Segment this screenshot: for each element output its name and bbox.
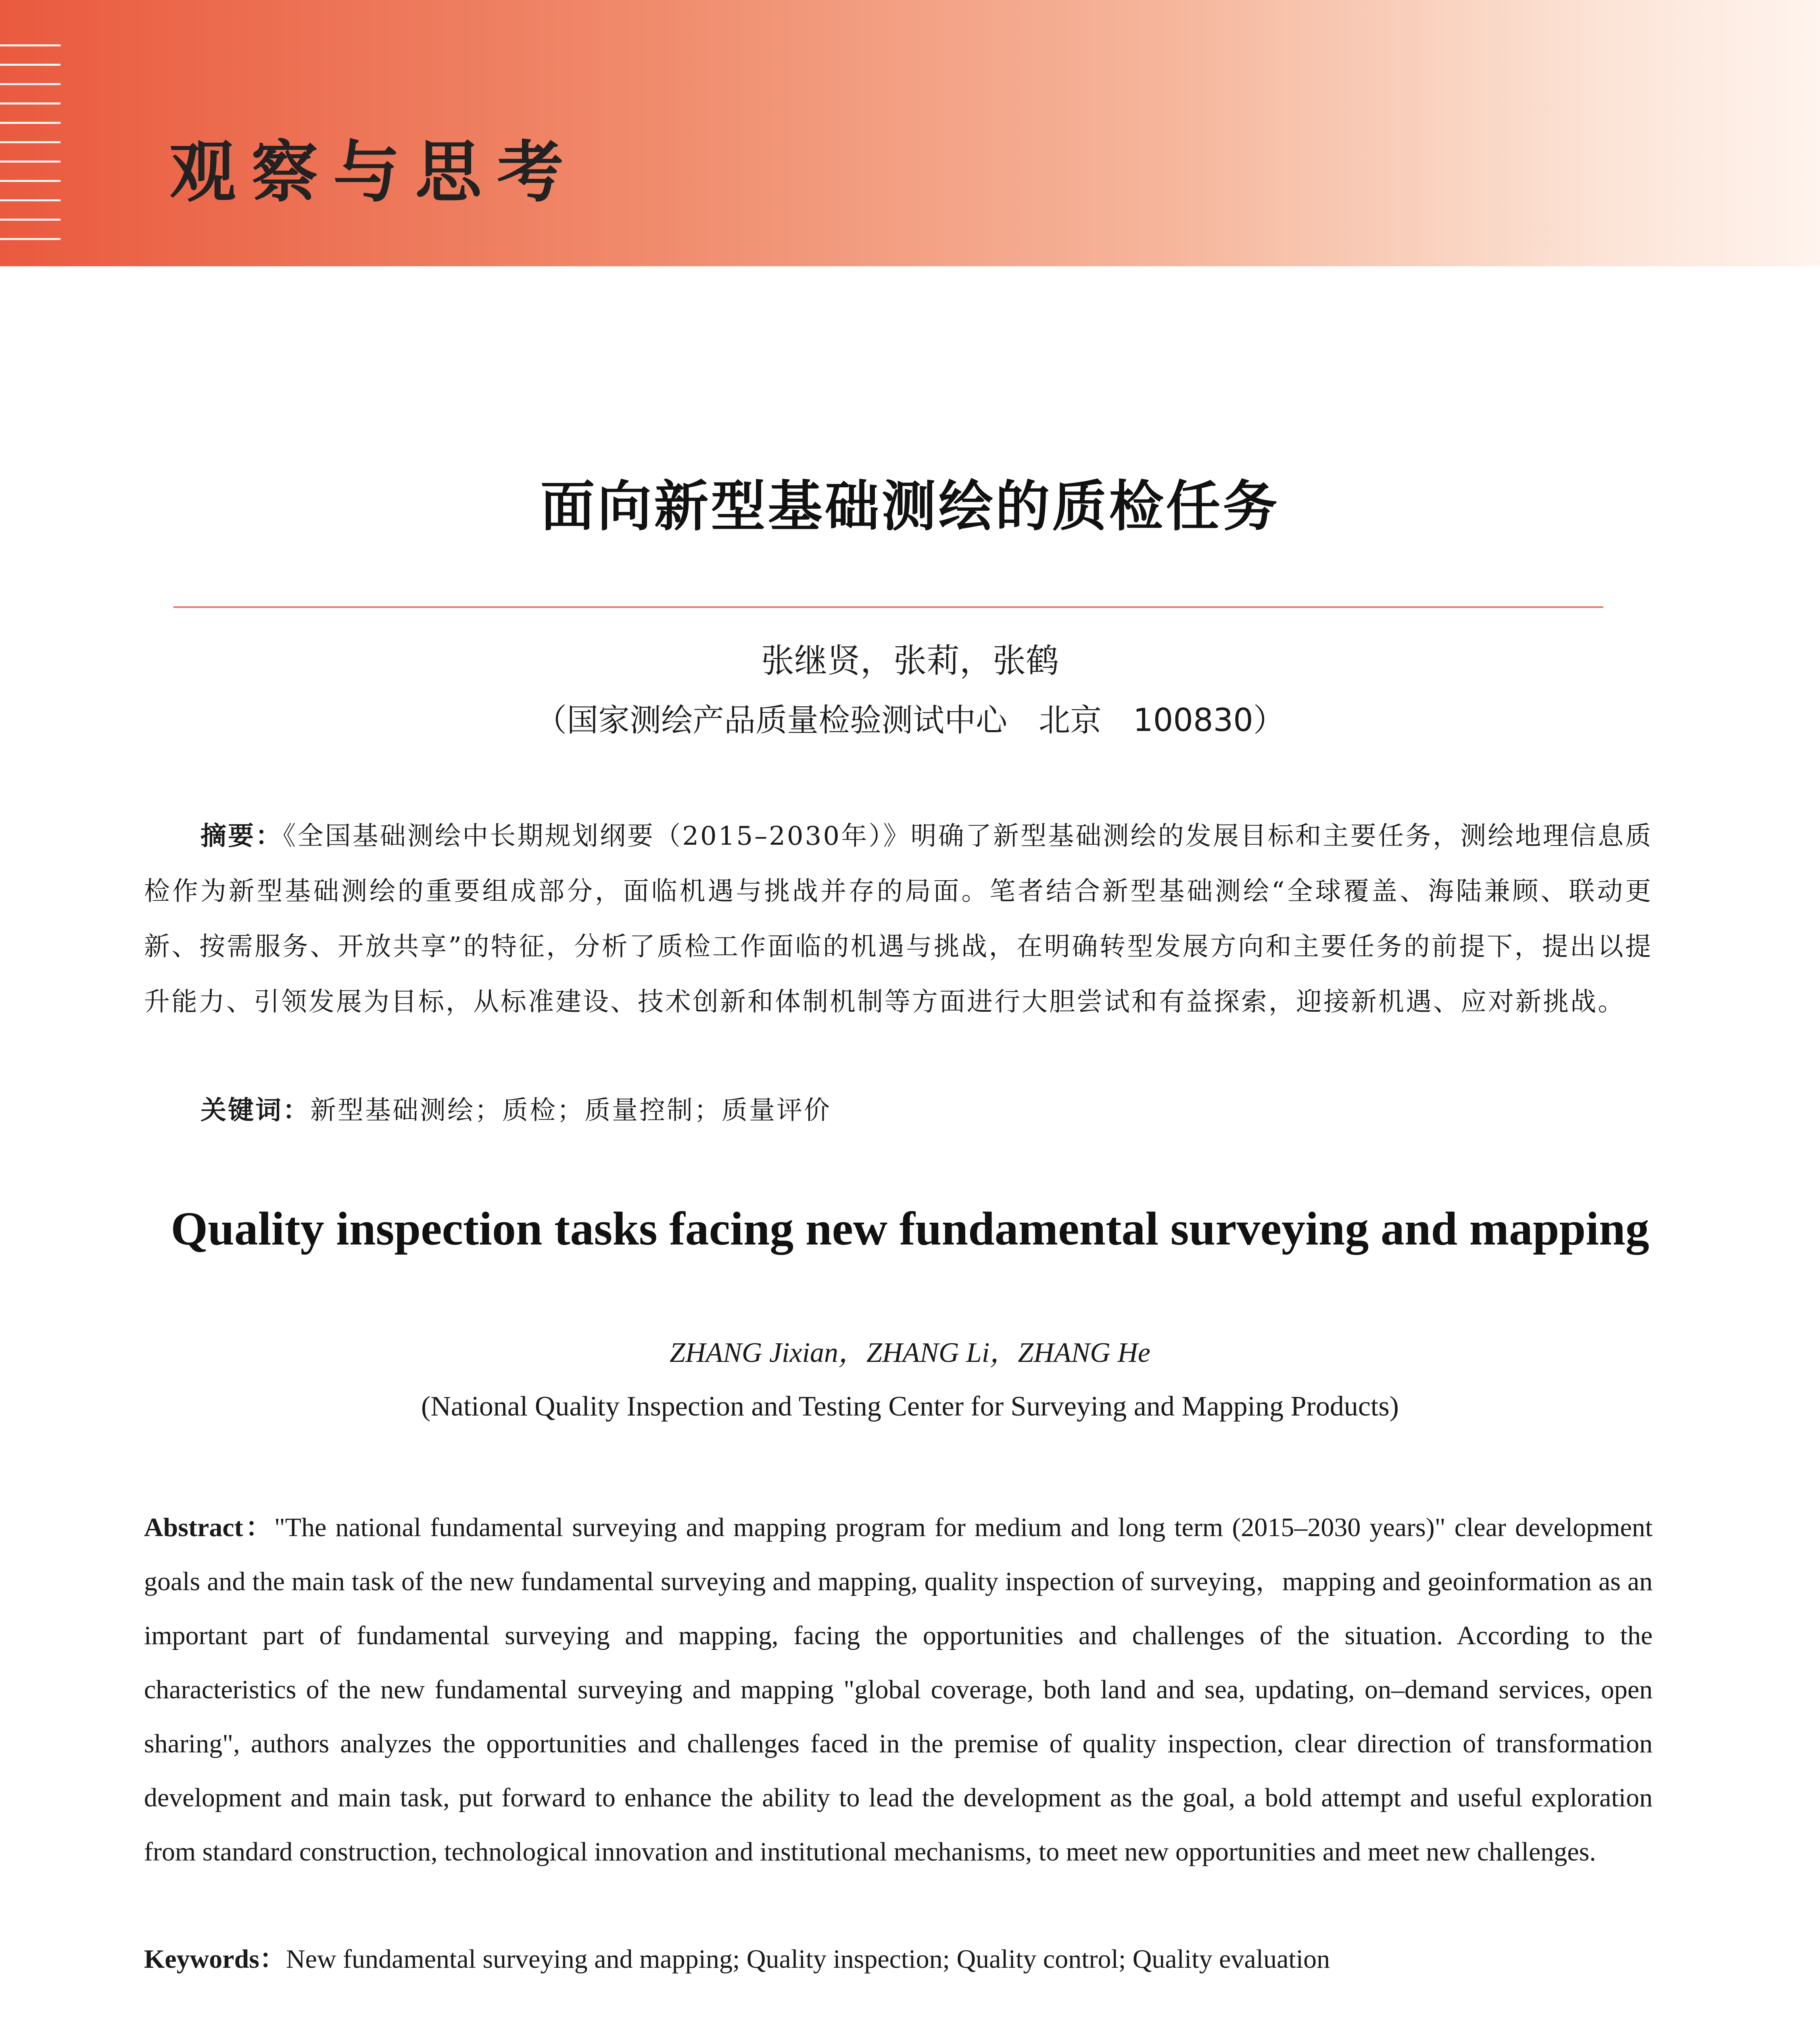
abstract-cn (144, 809, 1653, 1030)
abstract-label-en: Abstract： (144, 1513, 274, 1542)
abstract-label-cn: 摘要： (200, 821, 283, 851)
keywords-text-en: New fundamental surveying and mapping; Quality inspection; Quality control; Quality evaluation (286, 1944, 1330, 1974)
section-label: 观察与思考 (169, 134, 579, 211)
keywords-text-cn: 新型基础测绘；质检；质量控制；质量评价 (310, 1096, 831, 1125)
section-banner (0, 0, 1820, 266)
abstract-en (144, 1501, 1653, 1879)
keywords-label-en: Keywords： (144, 1944, 286, 1974)
affiliation-en: (National Quality Inspection and Testing Center for Surveying and Mapping Products) (421, 1391, 1399, 1422)
authors-en: ZHANG Jixian，ZHANG Li，ZHANG He (670, 1337, 1150, 1368)
abstract-text-en: "The national fundamental surveying and mapping program for medium and long term (2015–2030 years)" clear development goals and the main task of the new fundamental surveying and mapping, quality inspection of surveying，mapping and geoinformation as an important part of fundamental surveying and mapping, facing the opportunities and challenges of the situation. According to the characteristics of the new fundamental surveying and mapping "global coverage, both land and sea, updating, on–demand services, open sharing", authors analyzes the opportunities and challenges faced in the premise of quality inspection, clear direction of transformation development and main task, put forward to enhance the ability to lead the development as the goal, a bold attempt and useful exploration from standard construction, technological innovation and institutional mechanisms, to meet new opportunities and meet new challenges. (144, 1513, 1653, 1867)
keywords-label-cn: 关键词： (200, 1096, 310, 1125)
title-divider (173, 606, 1603, 608)
authors-cn: 张继贤，张莉，张鹤 (761, 642, 1059, 680)
banner-stripe-decoration (0, 44, 61, 254)
keywords-en (144, 1932, 1653, 1986)
affiliation-cn: （国家测绘产品质量检验测试中心 北京 100830） (535, 702, 1285, 739)
article-title-en: Quality inspection tasks facing new fundamental surveying and mapping (171, 1202, 1649, 1255)
article-title-cn: 面向新型基础测绘的质检任务 (540, 475, 1280, 538)
abstract-text-cn: 《全国基础测绘中长期规划纲要（2015–2030年）》明确了新型基础测绘的发展目标和主要任务，测绘地理信息质检作为新型基础测绘的重要组成部分，面临机遇与挑战并存的局面。笔者结合新型基础测绘“全球覆盖、海陆兼顾、联动更新、按需服务、开放共享”的特征，分析了质检工作面临的机遇与挑战，在明确转型发展方向和主要任务的前提下，提出以提升能力、引领发展为目标，从标准建设、技术创新和体制机制等方面进行大胆尝试和有益探索，迎接新机遇、应对新挑战。 (144, 821, 1653, 1017)
keywords-cn (200, 1083, 1653, 1138)
